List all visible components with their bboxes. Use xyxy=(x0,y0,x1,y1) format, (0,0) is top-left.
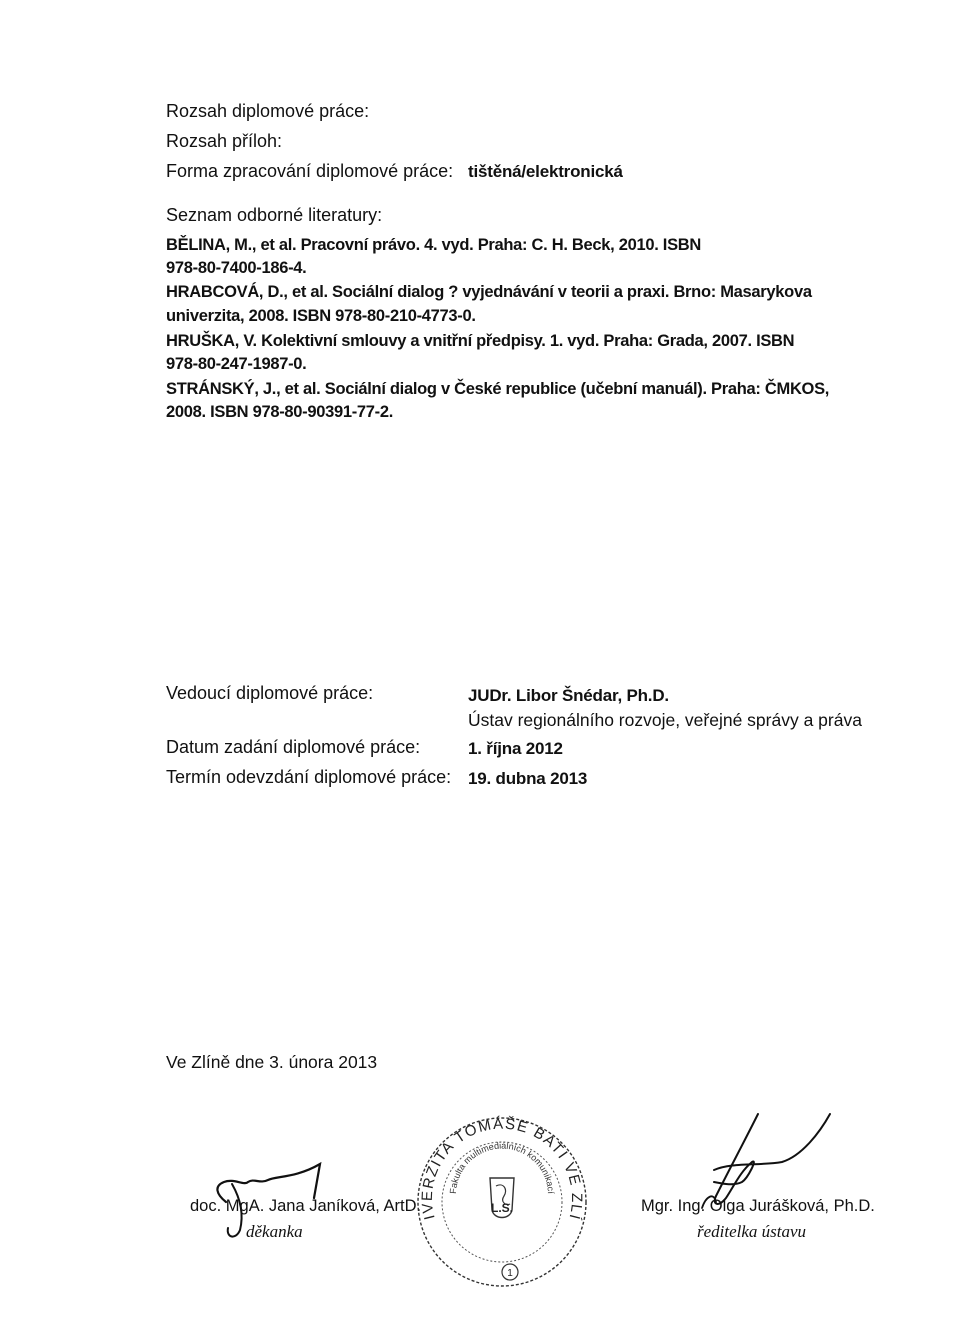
literature-line: HRUŠKA, V. Kolektivní smlouvy a vnitřní předpisy. 1. vyd. Praha: Grada, 2007. ISBN xyxy=(166,332,795,350)
official-stamp xyxy=(405,1099,592,1292)
signature-right-role: ředitelka ústavu xyxy=(697,1222,807,1241)
literature-line: HRABCOVÁ, D., et al. Sociální dialog ? vyjednávání v teorii a praxi. Brno: Masarykova xyxy=(166,283,812,301)
forma-label: Forma zpracování diplomové práce: xyxy=(166,161,454,181)
svg-text:Fakulta multimediálních komuni xyxy=(448,1141,556,1195)
rozsah-priloh-label: Rozsah příloh: xyxy=(166,131,283,151)
datum-zadani-value: 1. října 2012 xyxy=(468,739,563,758)
datum-zadani-label: Datum zadání diplomové práce: xyxy=(166,737,421,757)
termin-label: Termín odevzdání diplomové práce: xyxy=(166,767,452,787)
stamp-number: 1 xyxy=(507,1268,513,1279)
signature-left-name: doc. MgA. Jana Janíková, ArtD. xyxy=(190,1197,422,1215)
literature-line: 978-80-247-1987-0. xyxy=(166,355,307,373)
stamp-outer-text: UNIVERZITA TOMÁŠE BATI VE ZLÍNĚ xyxy=(405,1099,586,1223)
vedouci-institute: Ústav regionálního rozvoje, veřejné správy a práva xyxy=(468,710,862,730)
signature-left-role: děkanka xyxy=(246,1222,303,1241)
stamp-inner-text: Fakulta multimediálních komunikací xyxy=(447,1140,557,1195)
literature-line: BĚLINA, M., et al. Pracovní právo. 4. vyd. Praha: C. H. Beck, 2010. ISBN xyxy=(166,236,702,254)
literature-line: 978-80-7400-186-4. xyxy=(166,259,307,277)
signature-right-name: Mgr. Ing. Olga Jurášková, Ph.D. xyxy=(641,1197,875,1215)
place-date: Ve Zlíně dne 3. února 2013 xyxy=(166,1052,378,1072)
rozsah-prace-label: Rozsah diplomové práce: xyxy=(166,101,370,121)
stamp-mark: L.S. xyxy=(490,1201,514,1215)
literature-heading: Seznam odborné literatury: xyxy=(166,205,383,225)
forma-value: tištěná/elektronická xyxy=(468,162,623,181)
termin-value: 19. dubna 2013 xyxy=(468,769,588,788)
literature-line: 2008. ISBN 978-80-90391-77-2. xyxy=(166,403,394,421)
vedouci-label: Vedoucí diplomové práce: xyxy=(166,683,374,703)
vedouci-name: JUDr. Libor Šnédar, Ph.D. xyxy=(468,686,669,705)
literature-line: STRÁNSKÝ, J., et al. Sociální dialog v České republice (učební manuál). Praha: ČMKOS, xyxy=(166,380,830,398)
literature-line: univerzita, 2008. ISBN 978-80-210-4773-0. xyxy=(166,307,476,325)
